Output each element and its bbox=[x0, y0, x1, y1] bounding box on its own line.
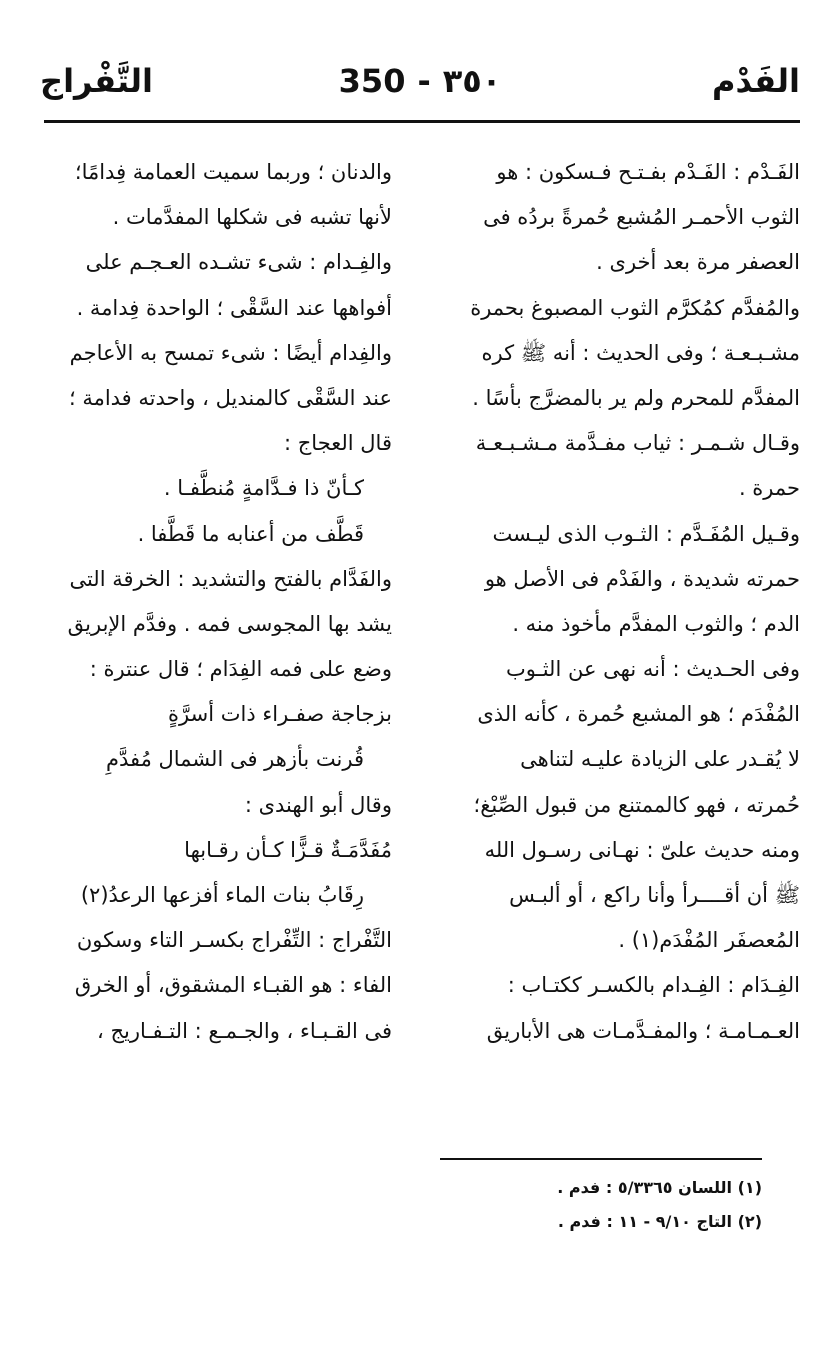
text-line: حمرة . bbox=[738, 476, 800, 501]
text-line: المُفْدَم ؛ هو المشبع حُمرة ، كأنه الذى bbox=[477, 702, 800, 727]
text-line: التَّفْراج : التِّفْراج بكسـر التاء وسكون bbox=[76, 928, 392, 953]
text-line: الفِـدَام : الفِـدام بالكسـر ككتـاب : bbox=[507, 973, 800, 998]
running-head-left: التَّفْراج bbox=[40, 62, 154, 100]
page-number-dash: - bbox=[417, 62, 431, 100]
left-column bbox=[22, 150, 392, 1054]
verse-line: مُفَدَّمَـةٌ قـزًّا كـأن رقـابها bbox=[184, 837, 392, 862]
verse-line: كـأنّ ذا فـدَّامةٍ مُنطَّفـا . bbox=[163, 476, 364, 501]
running-head-right: الفَدْم bbox=[712, 62, 800, 100]
verse-line: بزجاجة صفـراء ذات أسرَّةٍ bbox=[168, 702, 392, 727]
text-line: أفواهها عند السَّقْى ؛ الواحدة فِدامة . bbox=[76, 295, 392, 320]
verse-line: قُرنت بأزهر فى الشمال مُفدَّمِ bbox=[105, 747, 364, 772]
text-line: ﷺ أن أقــــرأ وأنا راكع ، أو ألبـس bbox=[509, 883, 800, 907]
footnote-rule bbox=[440, 1158, 762, 1160]
page-header bbox=[40, 62, 800, 122]
page-number bbox=[40, 62, 800, 100]
text-line: والدنان ؛ وربما سميت العمامة فِدامًا؛ bbox=[74, 160, 392, 184]
text-line: عند السَّقْى كالمنديل ، واحدته فدامة ؛ bbox=[68, 385, 392, 410]
text-line: العـمـامـة ؛ والمفـدَّمـات هى الأباريق bbox=[486, 1018, 800, 1043]
text-line: المفدَّم للمحرم ولم ير بالمضرَّج بأسًا . bbox=[472, 385, 800, 410]
text-line: الثوب الأحمـر المُشبع حُمرةً بردُه فى bbox=[483, 205, 800, 230]
text-line: الدم ؛ والثوب المفدَّم مأخوذ منه . bbox=[512, 611, 800, 636]
text-line: وفى الحـديث : أنه نهى عن الثـوب bbox=[505, 657, 800, 682]
text-line: الفَـدْم : الفَـدْم بفـتـح فـسكون : هو bbox=[496, 160, 800, 184]
text-line: لأنها تشبه فى شكلها المفدَّمات . bbox=[112, 205, 392, 230]
text-line: حمرته شديدة ، والفَدْم فى الأصل هو bbox=[484, 566, 800, 591]
page-number-latin: 350 bbox=[338, 62, 406, 100]
text-line: الفاء : هو القبـاء المشقوق، أو الخرق bbox=[74, 973, 392, 998]
text-line: وضع على فمه الفِدَام ؛ قال عنترة : bbox=[89, 657, 392, 682]
text-line: وقـيل المُفَـدَّم : الثـوب الذى ليـست bbox=[492, 521, 800, 546]
text-line: والمُفدَّم كمُكرَّم الثوب المصبوغ بحمرة bbox=[470, 295, 800, 320]
text-line: ومنه حديث علىّ : نهـانى رسـول الله bbox=[484, 837, 800, 862]
text-line: والفِدام أيضًا : شىء تمسح به الأعاجم bbox=[69, 340, 392, 365]
text-line: والفَدَّام بالفتح والتشديد : الخرقة التى bbox=[69, 566, 392, 591]
text-line: قال العجاج : bbox=[284, 431, 392, 456]
text-line: مشـبـعـة ؛ وفى الحديث : أنه ﷺ كره bbox=[481, 340, 800, 365]
text-line: وقال أبو الهندى : bbox=[244, 792, 392, 817]
text-line: لا يُقـدر على الزيادة عليـه لتناهى bbox=[520, 747, 800, 772]
text-line: وقـال شـمـر : ثياب مفـدَّمة مـشـبـعـة bbox=[475, 431, 800, 456]
page-number-arabic: ٣٥٠ bbox=[442, 62, 502, 100]
text-line: فى القـبـاء ، والجـمـع : التـفـاريج ، bbox=[97, 1018, 392, 1043]
verse-line: قَطَّف من أعنابه ما قَطَّفا . bbox=[137, 521, 364, 546]
right-column bbox=[430, 150, 800, 1054]
text-line: حُمرته ، فهو كالممتنع من قبول الصِّبْغ؛ bbox=[473, 792, 800, 817]
text-line: المُعصفَر المُفْدَم(١) . bbox=[618, 928, 800, 953]
verse-line: رِقَابُ بنات الماء أفزعها الرعدُ(٢) bbox=[80, 883, 364, 907]
footnote-1: (١) اللسان ٥/٣٣٦٥ : فدم . bbox=[557, 1178, 762, 1197]
text-line: يشد بها المجوسى فمه . وفدَّم الإبريق bbox=[67, 611, 392, 636]
header-rule bbox=[44, 120, 800, 123]
footnote-2: (٢) التاج ٩/١٠ - ١١ : فدم . bbox=[557, 1212, 762, 1231]
text-line: العصفر مرة بعد أخرى . bbox=[596, 250, 800, 275]
text-line: والفِـدام : شىء تشـده العـجـم على bbox=[85, 250, 392, 275]
